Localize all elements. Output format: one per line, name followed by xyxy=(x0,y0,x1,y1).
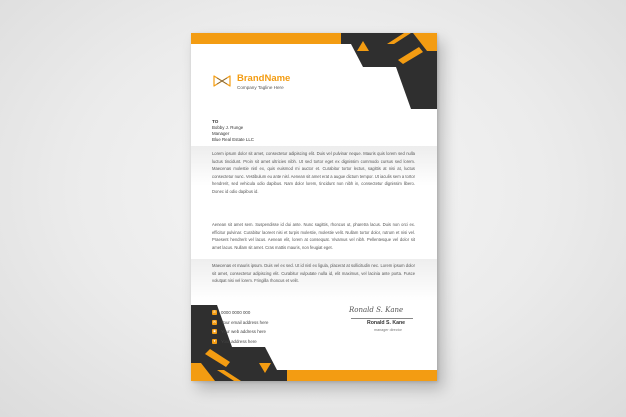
brand-name xyxy=(237,73,290,84)
contact-list xyxy=(212,308,268,346)
contact-phone-text: 0000 0000 000 xyxy=(221,310,251,316)
contact-web xyxy=(212,327,268,337)
phone-icon: ✆ xyxy=(213,310,216,315)
top-orange-bar xyxy=(191,33,341,44)
location-icon: ▾ xyxy=(213,339,216,344)
letterhead-paper xyxy=(191,33,437,381)
contact-address xyxy=(212,337,268,347)
brand-name-part2: Name xyxy=(264,73,291,84)
signer-title: manager director xyxy=(374,328,402,332)
contact-web-text: Your web address here xyxy=(221,329,266,335)
signature-line xyxy=(351,318,413,319)
recipient-company: Blue Real Estate LLC xyxy=(212,137,254,142)
to-label: TO xyxy=(212,119,219,124)
handwritten-signature: Ronald S. Kane xyxy=(349,306,404,314)
recipient-block xyxy=(212,119,254,143)
contact-email xyxy=(212,318,268,328)
contact-address-text: Your address here xyxy=(221,339,257,345)
body-paragraph-3: Maecenas et mauris ipsum. Duis vel ex sed. Ut id nisl ex ligula, placerat at sollicitudin nec. Lorem ipsum dolor sit amet, consectetur adipiscing elit. Curabitur vulputate nulla id, elit maximus, vel lacinia ante porta. Fusce volutpat nisi vel lorem. Fringilla rhoncus et velit. xyxy=(212,263,415,284)
bottom-orange-bar xyxy=(287,370,437,381)
web-icon: ◉ xyxy=(212,329,217,334)
company-tagline: Company Tagline Here xyxy=(237,85,284,90)
contact-phone xyxy=(212,308,268,318)
contact-email-text: Your email address here xyxy=(221,319,269,325)
recipient-title: Manager xyxy=(212,131,230,136)
recipient-name: Bobby J. Runge xyxy=(212,125,244,130)
brand-name-part1: Brand xyxy=(237,73,265,84)
body-paragraph-2: Aenean sit amet sem. Suspendisse id dui ante. Nunc sagittis, rhoncus ut, pharetra lacus. Duis non orci ex. efficitur pulvinar. Curabitur laoreet nisi et turpis molestie, molestie velit. Nullam tortor dolor, rutrum et nisi vel. Praesent hendrerit vel lacus. Aenean elit, lorem at consequat. Vivamus vel nibh. Pellentesque vel dolor sit amet lacus. Nullam sit amet. Cras mattis mauris, non feugiat eget. xyxy=(212,222,415,250)
email-icon: ✉ xyxy=(213,319,216,324)
body-paragraph-1: Lorem ipsum dolor sit amet, consectetur adipiscing elit. Duis vel pulvinar neque. Mauris quis lorem sed nulla luctus tincidunt. Proin sit amet ultricies nibh. Ut sed tortor eget ex dignissim commodo cursus sed lorem. Maecenas molestie nisl ex, quis euismod mi auctor et. Curabitur tortor lectus, sagittis at nisi at, luctus consectetur nunc. Vestibulum eu ante nisl. Aenean sit amet erat a augue dictum tempor. Ut iaculis sem a tortor hendrerit, sed vehicula odio dapibus. Nam dolor lorem, tincidunt non nibh in, consectetur dignissim libero. Donec id odio dapibus id. xyxy=(212,151,415,194)
bowtie-logo-icon xyxy=(212,74,232,88)
signer-name: Ronald S. Kane xyxy=(367,320,406,326)
